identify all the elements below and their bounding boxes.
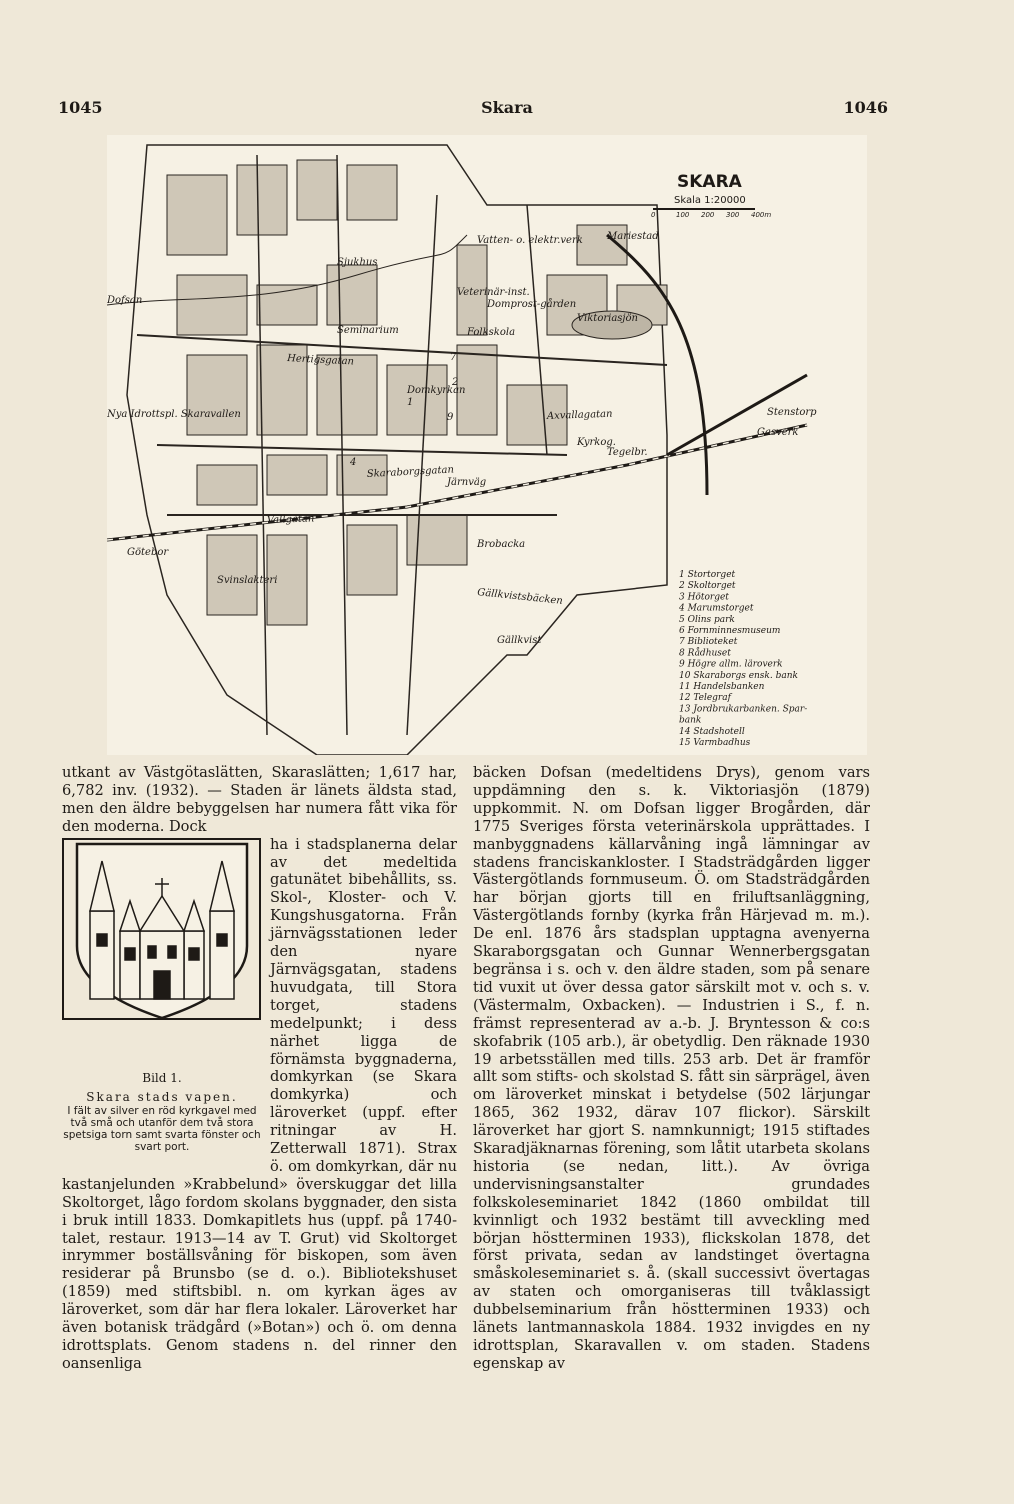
map-street-label: Axvallagatan bbox=[546, 408, 613, 422]
right-body-text: bäcken Dofsan (medeltidens Drys), genom vars uppdämning den s. k. Viktoriasjön (1879) uppkommit. N. om Dofsan ligger Brogården, där 1775 Sveriges första veterinärskola upprättades. I manbyggnadens källarvåning ingå lämningar av stadens franciskankloster. I Stadsträdgården ligger Västergötlands fornmuseum. Ö. om Stadsträdgården har början gjorts till en friluftsanläggning, Västergötlands fornby (kyrka från Härjevad m. m.). De enl. 1876 års stadsplan upptagna avenyerna Skaraborgsgatan och Gunnar Wennerbergsgatan begränsa i s. och v. den äldre staden, som på senare tid vuxit ut över dessa gator särskilt mot v. och s. v. (Västermalm, Oxbacken). — Industrien i S., f. n. främst representerad av a.-b. J. Bryntesson & co:s skofabrik (105 arb.), är obetydlig. Den räknade 1930 19 arbetsställen med tills. 253 arb. Det är framför allt som stifts- och skolstad S. fått sin särprägel, även om läroverket minskat i betydelse (502 lärjungar 1865, 362 1932, därav 107 flickor). Särskilt läroverket har gjort S. namnkunnigt; 1915 stiftades Skaradjäknarnas förening, som låtit utarbeta skolans historia (se nedan, litt.). Av övriga undervisningsanstalter grundades folkskoleseminariet 1842 (1860 ombildat till kvinnligt och 1932 bestämt till avveckling med början höstterminen 1933), flickskolan 1878, det först privata, sedan av landstinget övertagna småskoleseminariet s. å. (skall successivt övertagas av staten och omorganiseras till tvåklassigt dubbelseminarium från höstterminen 1933) och länets lantmannaskola 1884. 1932 invigdes en ny idrottsplan, Skaravallen v. om staden. Stadens egenskap av bbox=[473, 764, 870, 1372]
map-place-label: Folkskola bbox=[467, 327, 516, 338]
map-place-label: Dofsan bbox=[107, 295, 143, 306]
map-scale-label: Skala 1:20000 bbox=[674, 195, 746, 206]
legend-entry: 15 Varmbadhus bbox=[679, 738, 751, 748]
legend-entry: 7 Biblioteket bbox=[679, 637, 738, 648]
map-place-label: Svinslakteri bbox=[217, 575, 278, 586]
map-block-number: 1 bbox=[407, 397, 414, 408]
left-body-text: ha i stadsplanerna delar av det medeltida gatunätet bibehållits, ss. Skol-, Kloster- och V. Kungshusgatorna. Från järnvägsstationen leder den nyare Järnvägsgatan, stadens huvudgata, till Stora torget, stadens medelpunkt; i dess närhet ligga de förnämsta byggnaderna, domkyrkan (se Skara domkyrka) och läroverket (uppf. efter ritningar av H. Zetterwall 1871). Strax ö. om domkyrkan, där nu kastanjelunden »Krabbelund» överskuggar det lilla Skoltorget, lågo fordom skolans byggnader, den sista i bruk intill 1833. Domkapitlets hus (uppf. på 1740-talet, restaur. 1913—14 av T. Grut) vid Skoltorget inrymmer boställsvåning för biskopen, som även residerar på Brunsbo (se d. o.). Bibliotekshuset (1859) med stiftsbibl. n. om kyrkan äges av läroverket, som där har flera lokaler. Läroverket har även botanisk trädgård (»Botan») och ö. om denna idrottsplats. Genom stadens n. del rinner den oansenliga bbox=[62, 835, 457, 1372]
city-map bbox=[107, 135, 867, 755]
legend-entry: 12 Telegraf bbox=[679, 693, 731, 704]
map-place-label: Seminarium bbox=[337, 325, 399, 336]
map-street-label: Skaraborgsgatan bbox=[366, 464, 455, 480]
coat-of-arms-figure bbox=[62, 836, 262, 1166]
right-column bbox=[473, 764, 870, 1373]
map-place-label: Stenstorp bbox=[767, 407, 817, 418]
legend-entry: 3 Hötorget bbox=[679, 592, 729, 603]
page-number-right: 1046 bbox=[843, 98, 888, 117]
map-block-number: 2 bbox=[452, 377, 459, 388]
map-place-label: Domkyrkan bbox=[407, 385, 466, 396]
map-place-label: Veterinär-inst. bbox=[457, 287, 530, 298]
scale-tick-label: 0 bbox=[651, 211, 656, 219]
map-place-label: Tegelbr. bbox=[607, 447, 648, 458]
left-column bbox=[62, 764, 457, 1373]
legend-entry: 9 Högre allm. läroverk bbox=[679, 659, 783, 670]
legend-entry: 10 Skaraborgs ensk. bank bbox=[679, 670, 798, 681]
figure-label: Bild 1. bbox=[142, 1070, 182, 1085]
map-place-label: Gällkvist bbox=[497, 635, 542, 646]
map-place-label: Domprost-gården bbox=[487, 299, 577, 310]
map-street-label: Gällkvistsbäcken bbox=[476, 587, 564, 607]
coat-of-arms-image bbox=[62, 836, 262, 1021]
legend-entry: bank bbox=[679, 715, 702, 726]
map-block-number: 9 bbox=[447, 412, 454, 423]
legend-entry: 14 Stadshotell bbox=[679, 726, 745, 737]
map-place-label: Vatten- o. elektr.verk bbox=[477, 235, 583, 246]
legend-entry: 6 Fornminnesmuseum bbox=[679, 626, 781, 636]
legend-entry: 11 Handelsbanken bbox=[679, 682, 765, 692]
map-place-label: Brobacka bbox=[477, 539, 526, 550]
map-place-label: Gasverk bbox=[757, 427, 799, 438]
map-title: SKARA bbox=[677, 172, 742, 192]
legend-entry: 1 Stortorget bbox=[679, 570, 736, 580]
map-street-label: Vallgatan bbox=[266, 513, 315, 526]
scale-tick-label: 100 bbox=[676, 211, 690, 219]
map-block-number: 7 bbox=[450, 352, 457, 363]
left-intro-paragraph: utkant av Västgötaslätten, Skaraslätten; 1,617 har, 6,782 inv. (1932). — Staden är länets äldsta stad, men den äldre bebyggelsen har numera fått vika för den moderna. Dock bbox=[62, 764, 457, 835]
legend-entry: 5 Olins park bbox=[679, 614, 735, 625]
legend-entry: 4 Marumstorget bbox=[679, 603, 754, 614]
legend-entry: 2 Skoltorget bbox=[679, 581, 736, 592]
map-place-label: Mariestad bbox=[607, 231, 659, 242]
map-block-number: 4 bbox=[350, 457, 357, 468]
map-place-label: Götebor bbox=[127, 547, 169, 558]
page-number-left: 1045 bbox=[58, 98, 103, 117]
figure-caption-text: I fält av silver en röd kyrkgavel med två små och utanför dem två stora spetsiga torn samt svarta fönster och svart port. bbox=[63, 1104, 261, 1153]
map-place-label: Kyrkog. bbox=[577, 437, 616, 448]
map-place-label: Viktoriasjön bbox=[577, 313, 638, 324]
map-place-label: Järnväg bbox=[447, 477, 487, 488]
legend-entry: 13 Jordbrukarbanken. Spar- bbox=[679, 704, 808, 715]
figure-title: Skara stads vapen. bbox=[86, 1089, 238, 1104]
figure-caption bbox=[62, 1070, 262, 1153]
map-street-label: Hertigsgatan bbox=[286, 353, 355, 368]
scale-tick-label: 200 bbox=[701, 211, 715, 219]
map-place-label: Nya Idrottspl. Skaravallen bbox=[107, 409, 241, 420]
scale-tick-label: 400m bbox=[751, 211, 772, 219]
scale-tick-label: 300 bbox=[726, 211, 740, 219]
map-place-label: Sjukhus bbox=[337, 257, 378, 268]
running-title: Skara bbox=[481, 98, 533, 117]
legend-entry: 8 Rådhuset bbox=[679, 648, 731, 659]
